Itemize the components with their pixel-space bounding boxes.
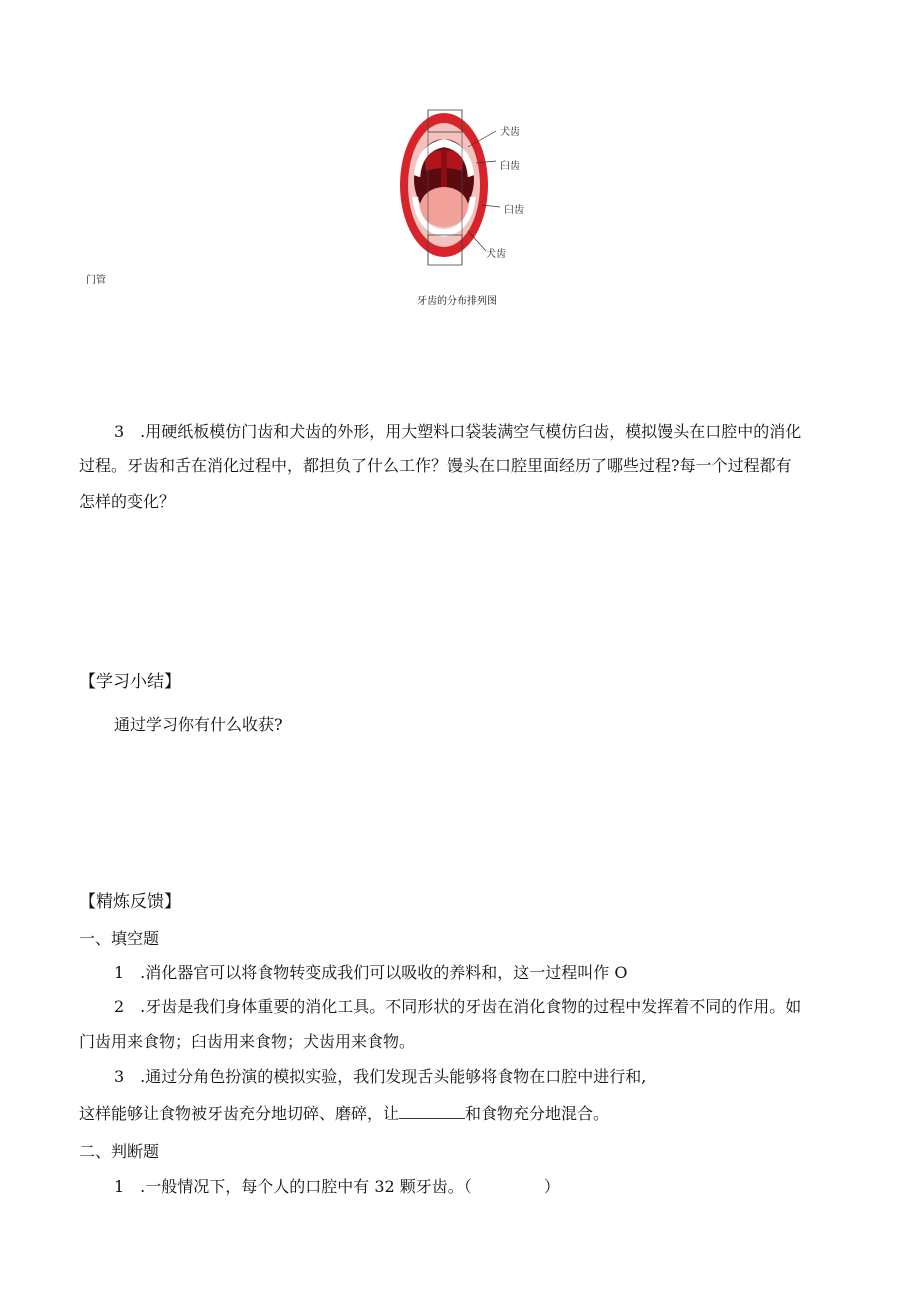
teeth-diagram [396,105,536,270]
summary-question: 通过学习你有什么收获? [114,715,283,734]
fill-q3-line-1: 3 .通过分角色扮演的模拟实验，我们发现舌头能够将食物在口腔中进行和, [114,1067,647,1086]
summary-heading: 【学习小结】 [79,672,181,692]
q3-line-3: 怎样的变化？ [79,492,176,511]
judge-q1 [114,1179,560,1195]
answer-blank[interactable] [399,1104,465,1119]
q3-line-1: 3 .用硬纸板模仿门齿和犬齿的外形，用大塑料口袋装满空气模仿臼齿，模拟馒头在口腔中的消化 [114,422,802,441]
fill-q2-line-2: 门齿用来食物；臼齿用来食物；犬齿用来食物。 [79,1032,416,1051]
fill-q3-line-2 [79,1104,609,1122]
label-molar-bottom: 臼齿 [504,205,524,216]
q3-line-2: 过程。牙齿和舌在消化过程中，都担负了什么工作？馒头在口腔里面经历了哪些过程?每一个过程都有 [79,456,792,475]
judge-q1-close: ） [543,1177,560,1196]
judge-q1-text: 1 .一般情况下，每个人的口腔中有 32 颗牙齿。（ [114,1177,472,1196]
figure-caption: 牙齿的分布排列图 [417,296,497,307]
label-canine-bottom: 犬齿 [486,249,506,260]
label-molar-top: 臼齿 [500,161,520,172]
fill-q3-line-2-end: 和食物充分地混合。 [465,1104,610,1123]
fill-q1: 1 .消化器官可以将食物转变成我们可以吸收的养料和，这一过程叫作 O [114,963,628,982]
feedback-heading: 【精炼反馈】 [79,892,181,912]
fill-q3-line-2-start: 这样能够让食物被牙齿充分地切碎、磨碎，让 [79,1104,400,1123]
judge-section-title: 二、判断题 [79,1142,160,1161]
label-incisor: 门管 [86,275,106,286]
fill-q2-line-1: 2 .牙齿是我们身体重要的消化工具。不同形状的牙齿在消化食物的过程中发挥着不同的作用。如 [114,997,802,1016]
tongue-shape [420,187,468,227]
fill-section-title: 一、填空题 [79,929,160,948]
label-canine-top: 犬齿 [500,127,520,138]
